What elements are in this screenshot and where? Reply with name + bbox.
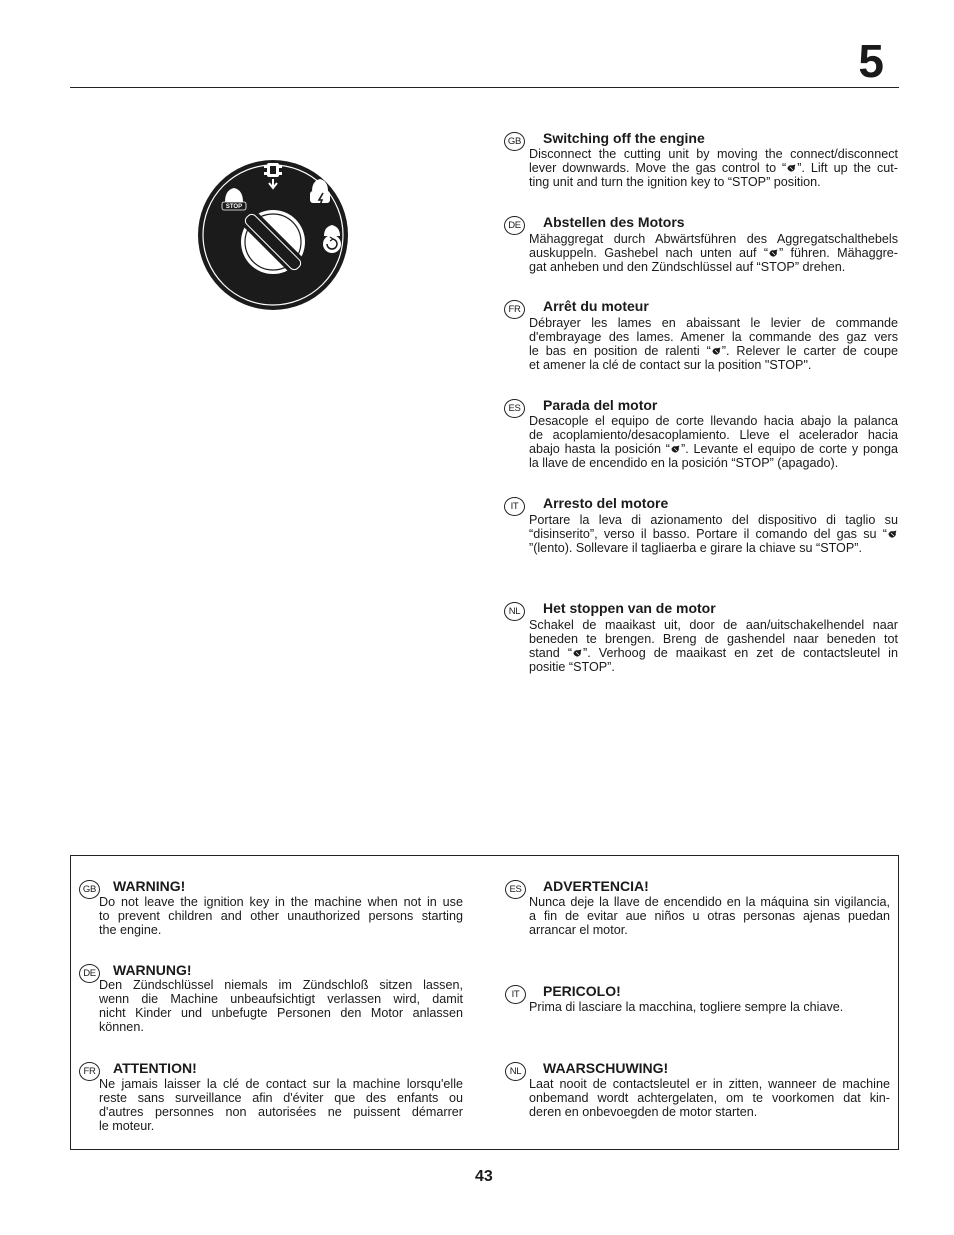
text-line: nicht Kinder und unbefugte Personen den Motor anlassen xyxy=(99,1006,463,1020)
ignition-switch-illustration xyxy=(196,158,350,312)
text-line: de acoplamiento/desacoplamiento. Lleve el acelerador hacia xyxy=(529,428,898,442)
warning-es-text xyxy=(529,895,890,937)
section-fr-title: Arrêt du moteur xyxy=(543,298,649,314)
language-badge-gb: GB xyxy=(504,132,525,151)
warning-it-text xyxy=(529,1000,890,1014)
idle-throttle-icon xyxy=(572,649,583,658)
section-gb-text xyxy=(529,147,898,189)
header-rule xyxy=(70,87,899,88)
text-line: Do not leave the ignition key in the machine when not in use xyxy=(99,895,463,909)
text-line: la llave de encendido en la posición “STOP” (apagado). xyxy=(529,456,839,470)
section-it-title: Arresto del motore xyxy=(543,495,669,511)
text-line: arrancar el motor. xyxy=(529,923,628,937)
language-badge-de: DE xyxy=(79,964,100,983)
language-badge-fr: FR xyxy=(79,1062,100,1081)
text-line: Nunca deje la llave de encendido en la máquina sin vigilancia, xyxy=(529,895,890,909)
text-line: et amener la clé de contact sur la position "STOP". xyxy=(529,358,812,372)
language-badge-es: ES xyxy=(505,880,526,899)
section-de-text xyxy=(529,232,898,274)
text-line: Desacople el equipo de corte llevando hacia abajo la palanca xyxy=(529,414,898,428)
language-badge-nl: NL xyxy=(505,1062,526,1081)
warning-gb-text xyxy=(99,895,463,937)
language-badge-es: ES xyxy=(504,399,525,418)
section-nl-title: Het stoppen van de motor xyxy=(543,600,716,616)
text-line: Portare la leva di azionamento del dispositivo di taglio su xyxy=(529,513,898,527)
language-badge-de: DE xyxy=(504,216,525,235)
idle-throttle-icon xyxy=(711,347,722,356)
text-line: lever downwards. Move the gas control to “ ”. Lift up the cut- xyxy=(529,161,899,175)
stop-label: STOP xyxy=(225,204,243,210)
text-line: gat anheben und den Zündschlüssel auf “STOP” drehen. xyxy=(529,260,846,274)
text-line: deren en onbevoegden de motor starten. xyxy=(529,1105,758,1119)
warning-fr-title: ATTENTION! xyxy=(113,1060,197,1076)
text-line: stand “ ”. Verhoog de maaikast en zet de contactsleutel in xyxy=(529,646,898,660)
section-it-text xyxy=(529,513,898,555)
idle-throttle-icon xyxy=(768,249,779,258)
language-badge-it: IT xyxy=(505,985,526,1004)
text-line: Laat nooit de contactsleutel er in zitten, wanneer de machine xyxy=(529,1077,890,1091)
text-line: Disconnect the cutting unit by moving the connect/disconnect xyxy=(529,147,898,161)
page-number: 43 xyxy=(475,1168,493,1185)
text-line: d'embrayage des lames. Amener la commande des gaz vers xyxy=(529,330,898,344)
text-line: positie “STOP”. xyxy=(529,660,615,674)
warning-nl-text xyxy=(529,1077,890,1119)
section-fr-text xyxy=(529,316,898,372)
warning-fr-text xyxy=(99,1077,463,1133)
text-line: ting unit and turn the ignition key to “STOP” position. xyxy=(529,175,821,189)
text-line: le bas en position de ralenti “ ”. Relever le carter de coupe xyxy=(529,344,898,358)
idle-throttle-icon xyxy=(887,530,898,539)
text-line: reste sans surveillance afin d'éviter que des enfants ou xyxy=(99,1091,463,1105)
language-badge-fr: FR xyxy=(504,300,525,319)
warning-it-title: PERICOLO! xyxy=(543,983,621,999)
text-line: abajo hasta la posición “ ”. Levante el equipo de corte y ponga xyxy=(529,442,898,456)
section-es-title: Parada del motor xyxy=(543,397,658,413)
text-line: können. xyxy=(99,1020,144,1034)
text-line: Den Zündschlüssel niemals im Zündschloß sitzen lassen, xyxy=(99,978,463,992)
section-de-title: Abstellen des Motors xyxy=(543,214,685,230)
text-line: ”(lento). Sollevare il tagliaerba e girare la chiave su “STOP”. xyxy=(529,541,862,555)
idle-throttle-icon xyxy=(786,164,797,173)
text-line: auskuppeln. Gashebel nach unten auf “ ” führen. Mähaggre- xyxy=(529,246,898,260)
text-line: Ne jamais laisser la clé de contact sur la machine lorsqu'elle xyxy=(99,1077,463,1091)
warning-nl-title: WAARSCHUWING! xyxy=(543,1060,669,1076)
text-line: onbemand wordt achtergelaten, om te voorkomen dat kin- xyxy=(529,1091,890,1105)
text-line: wenn die Machine unbeaufsichtigt verlassen wird, damit xyxy=(99,992,463,1006)
section-es-text xyxy=(529,414,898,470)
idle-throttle-icon xyxy=(670,445,681,454)
text-line: Débrayer les lames en abaissant le levier de commande xyxy=(529,316,898,330)
language-badge-it: IT xyxy=(504,497,525,516)
warning-es-title: ADVERTENCIA! xyxy=(543,878,649,894)
text-line: Prima di lasciare la macchina, togliere sempre la chiave. xyxy=(529,1000,844,1014)
text-line: d'autres personnes non autorisées ne puissent démarrer xyxy=(99,1105,463,1119)
text-line: to prevent children and other unauthorized persons starting xyxy=(99,909,463,923)
chapter-number: 5 xyxy=(858,35,884,87)
section-gb-title: Switching off the engine xyxy=(543,130,705,146)
start-position-icon xyxy=(323,225,341,253)
warning-de-text xyxy=(99,978,463,1034)
text-line: the engine. xyxy=(99,923,162,937)
text-line: “disinserito”, verso il basso. Portare il comando del gas su “ xyxy=(529,527,898,541)
language-badge-gb: GB xyxy=(79,880,100,899)
text-line: Mähaggregat durch Abwärtsführen des Aggregatschalthebels xyxy=(529,232,898,246)
text-line: Schakel de maaikast uit, door de aan/uitschakelhendel naar xyxy=(529,618,898,632)
language-badge-nl: NL xyxy=(504,602,525,621)
text-line: le moteur. xyxy=(99,1119,155,1133)
text-line: a fin de evitar aue niños u otras personas ajenas puedan xyxy=(529,909,890,923)
section-nl-text xyxy=(529,618,898,674)
warning-gb-title: WARNING! xyxy=(113,878,186,894)
warning-de-title: WARNUNG! xyxy=(113,962,192,978)
text-line: beneden te brengen. Breng de gashendel naar beneden tot xyxy=(529,632,898,646)
